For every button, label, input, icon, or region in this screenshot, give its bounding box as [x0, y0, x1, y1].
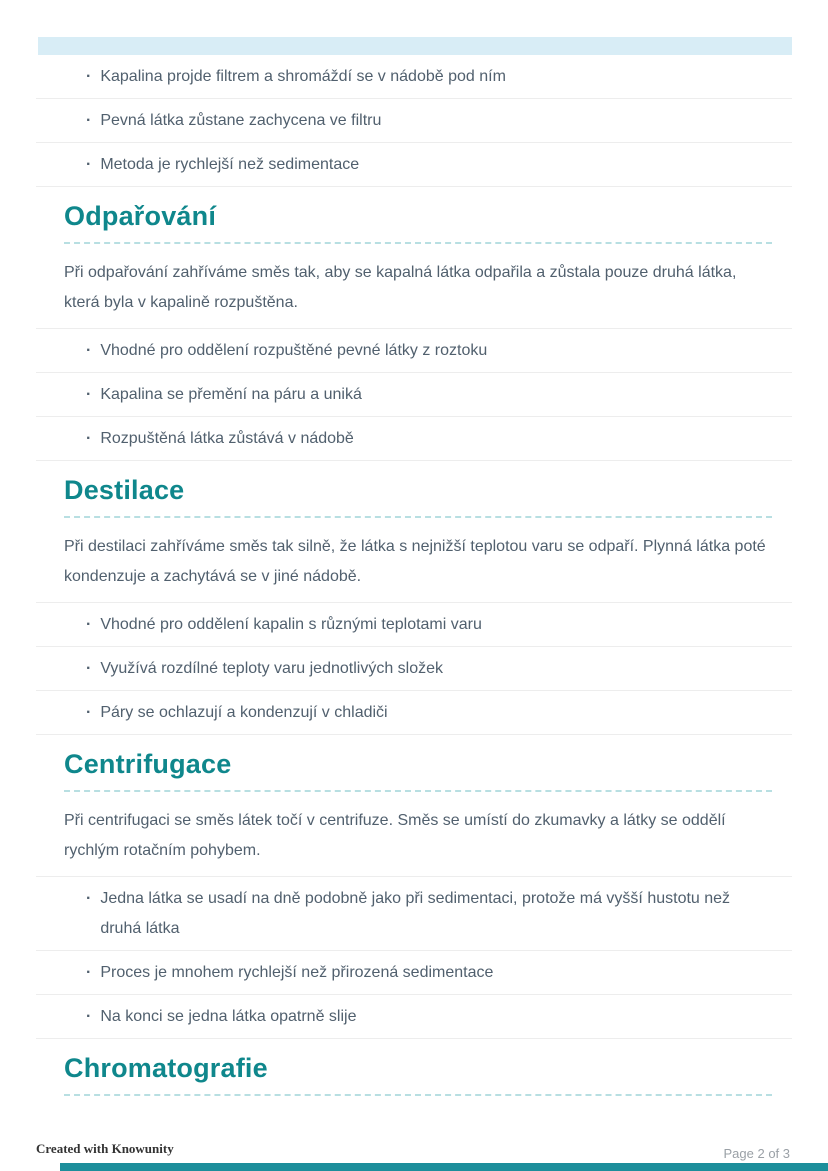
bullet-text: · Kapalina projde filtrem a shromáždí se v nádobě pod ním	[100, 68, 506, 85]
bullet-item	[36, 603, 792, 647]
bullet-item	[36, 99, 792, 143]
bullet-text: · Proces je mnohem rychlejší než přirozená sedimentace	[100, 964, 494, 981]
bullet-text: · Na konci se jedna látka opatrně slije	[100, 1008, 357, 1025]
intro-bullet-list	[36, 55, 792, 187]
bullet-text: · Pevná látka zůstane zachycena ve filtru	[100, 112, 382, 129]
footer-branding: Created with Knowunity	[36, 1141, 174, 1156]
section-odparovani	[0, 199, 828, 461]
section-bullet-list	[36, 603, 792, 735]
bullet-text: · Kapalina se přemění na páru a uniká	[100, 386, 362, 403]
section-title: Odpařování	[64, 199, 772, 244]
bullet-text: · Vhodné pro oddělení rozpuštěné pevné látky z roztoku	[100, 342, 488, 359]
bullet-item	[36, 55, 792, 99]
bullet-item	[36, 877, 792, 951]
bullet-item	[36, 329, 792, 373]
section-bullet-list	[36, 329, 792, 461]
bullet-text: · Využívá rozdílné teploty varu jednotlivých složek	[100, 660, 444, 677]
bullet-item	[36, 373, 792, 417]
bullet-text: · Jedna látka se usadí na dně podobně jako při sedimentaci, protože má vyšší hustotu než druhá látka	[100, 890, 731, 937]
section-chromatografie	[0, 1051, 828, 1096]
page-number: Page 2 of 3	[723, 1146, 790, 1161]
bullet-item	[36, 143, 792, 187]
bullet-item	[36, 951, 792, 995]
section-paragraph: Při destilaci zahříváme směs tak silně, že látka s nejnižší teplotou varu se odpaří. Plynná látka poté kondenzuje a zachytává se v jiné nádobě.	[36, 518, 792, 603]
section-bullet-list	[36, 877, 792, 1039]
bullet-item	[36, 691, 792, 735]
section-paragraph: Při odpařování zahříváme směs tak, aby se kapalná látka odpařila a zůstala pouze druhá látka, která byla v kapalině rozpuštěna.	[36, 244, 792, 329]
bullet-text: · Páry se ochlazují a kondenzují v chladiči	[100, 704, 388, 721]
accent-bottom-bar	[60, 1163, 828, 1171]
bullet-item	[36, 647, 792, 691]
section-title: Chromatografie	[64, 1051, 772, 1096]
bullet-item	[36, 995, 792, 1039]
bullet-text: · Metoda je rychlejší než sedimentace	[100, 156, 360, 173]
section-title: Destilace	[64, 473, 772, 518]
section-title: Centrifugace	[64, 747, 772, 792]
bullet-text: · Rozpuštěná látka zůstává v nádobě	[100, 430, 354, 447]
bullet-item	[36, 417, 792, 461]
section-centrifugace	[0, 747, 828, 1039]
bullet-text: · Vhodné pro oddělení kapalin s různými teplotami varu	[100, 616, 482, 633]
highlight-bar	[38, 37, 792, 55]
section-destilace	[0, 473, 828, 735]
section-paragraph: Při centrifugaci se směs látek točí v centrifuze. Směs se umístí do zkumavky a látky se oddělí rychlým rotačním pohybem.	[36, 792, 792, 877]
